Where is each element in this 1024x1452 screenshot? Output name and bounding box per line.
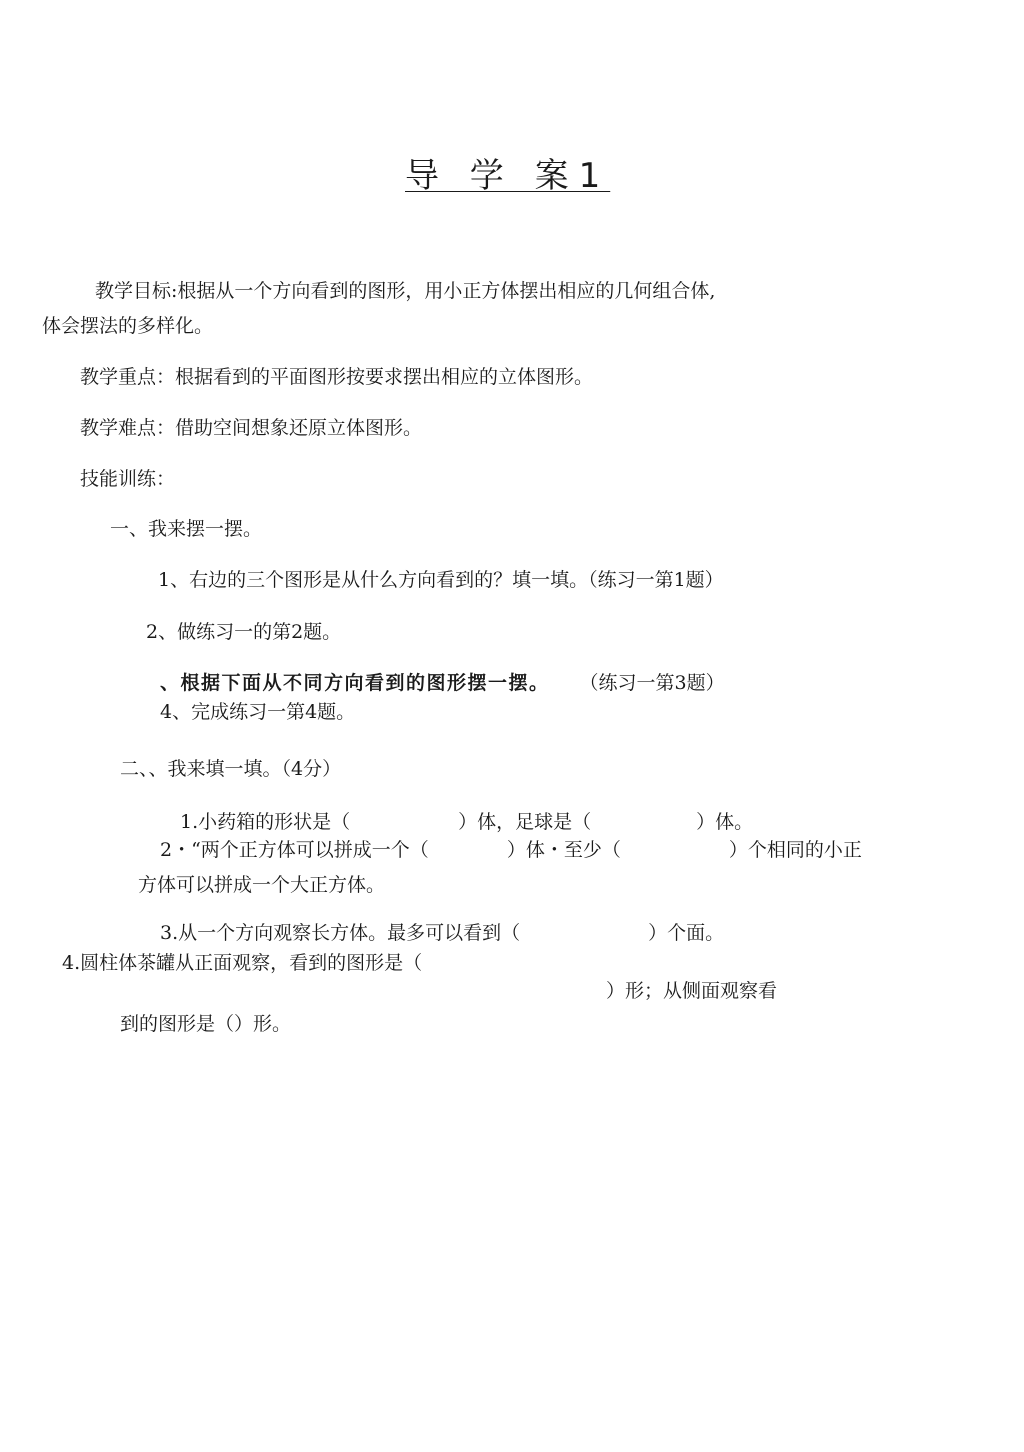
skills-heading: 技能训练： <box>80 468 176 490</box>
q1-part-a: 1.小药箱的形状是（ <box>180 811 351 833</box>
page-title: 导 学 案1 <box>405 156 611 196</box>
section2-question-2 <box>160 838 862 862</box>
section2-heading: 二、、我来填一填。（4分） <box>120 758 342 780</box>
q2-part-a: 2・“两个正方体可以拼成一个（ <box>160 839 429 861</box>
difficulty: 教学难点：借助空间想象还原立体图形。 <box>80 417 423 439</box>
objectives-line-1: 教学目标:根据从一个方向看到的图形，用小正方体摆出相应的几何组合体, <box>95 280 716 302</box>
q1-part-c: ）体。 <box>696 811 754 833</box>
section1-item-4: 4、完成练习一第4题。 <box>160 701 356 723</box>
section1-item-2: 2、做练习一的第2题。 <box>146 621 342 643</box>
q1-part-b: ）体，足球是（ <box>458 811 592 833</box>
section2-question-3 <box>160 921 724 945</box>
section1-item-3 <box>160 671 725 695</box>
q2-part-b: ）体・至少（ <box>506 839 621 861</box>
section1-item-1: 1、右边的三个图形是从什么方向看到的？填一填。（练习一第1题） <box>158 569 724 591</box>
section2-question-1 <box>180 810 753 834</box>
section1-heading: 一、我来摆一摆。 <box>110 518 263 540</box>
section1-item-3-main: 、根据下面从不同方向看到的图形摆一摆。 <box>160 672 550 694</box>
section1-item-3-ref: （练习一第3题） <box>579 672 725 694</box>
q3-part-b: ）个面。 <box>648 922 725 944</box>
q2-part-c: ）个相同的小正 <box>728 839 862 861</box>
section2-question-4: 4.圆柱体茶罐从正面观察，看到的图形是（ <box>62 952 423 974</box>
objectives-line-2: 体会摆法的多样化。 <box>42 315 214 337</box>
section2-question-4-line-3: 到的图形是（）形。 <box>120 1013 292 1035</box>
key-point: 教学重点：根据看到的平面图形按要求摆出相应的立体图形。 <box>80 366 594 388</box>
section2-question-4-line-2: ）形；从侧面观察看 <box>606 980 778 1002</box>
q3-part-a: 3.从一个方向观察长方体。最多可以看到（ <box>160 922 521 944</box>
section2-question-2-line-2: 方体可以拼成一个大正方体。 <box>138 874 386 896</box>
